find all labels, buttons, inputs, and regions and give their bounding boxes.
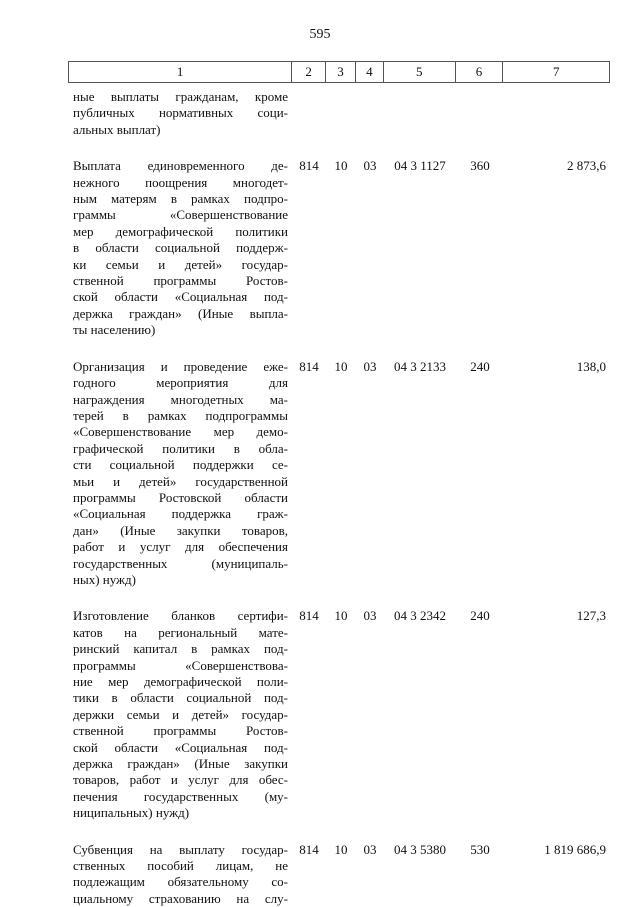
- section-code: [326, 89, 356, 138]
- expense-type-code: 240: [470, 608, 490, 624]
- column-header-1: 1: [69, 62, 292, 82]
- expense-type-code: 360: [470, 158, 490, 174]
- column-header-5: 5: [384, 62, 456, 82]
- description-line: графической политики в обла-: [73, 440, 288, 456]
- expense-type-code: 530: [470, 841, 490, 857]
- subsection-code: [356, 89, 384, 138]
- description-line: Организация и проведение еже-: [73, 358, 288, 374]
- description-line: ным матерям в рамках подпро-: [73, 191, 288, 207]
- description-line: работ и услуг для обеспечения: [73, 539, 288, 555]
- table-body: [68, 89, 610, 907]
- description-line: Субвенция на выплату государ-: [73, 841, 288, 857]
- description-line: мер демографической политики: [73, 223, 288, 239]
- description-line: программы «Совершенствова-: [73, 657, 288, 673]
- ministry-code: 814: [299, 841, 319, 857]
- description-line: печения государственных (му-: [73, 788, 288, 804]
- amount: [504, 89, 610, 138]
- description-line: циальному страхованию на слу-: [73, 890, 288, 906]
- row-description: [68, 608, 292, 821]
- description-line: ки семьи и детей» государ-: [73, 256, 288, 272]
- target-article-code: 04 3 2133: [394, 358, 446, 374]
- ministry-code: 814: [299, 358, 319, 374]
- description-line: государственных (муниципаль-: [73, 555, 288, 571]
- column-header-4: 4: [356, 62, 384, 82]
- row-description: [68, 842, 292, 907]
- section-code: 10: [334, 158, 348, 174]
- description-line: Выплата единовременного де-: [73, 158, 288, 174]
- description-line: катов на региональный мате-: [73, 624, 288, 640]
- column-header-6: 6: [456, 62, 504, 82]
- description-line: ственных пособий лицам, не: [73, 858, 288, 874]
- table-row: [68, 158, 610, 338]
- subsection-code: 03: [363, 608, 377, 624]
- amount: 138,0: [576, 358, 606, 374]
- subsection-code: 03: [363, 358, 377, 374]
- section-code: 10: [334, 608, 348, 624]
- description-line: ской области «Социальная под-: [73, 289, 288, 305]
- description-line: дан» (Иные закупки товаров,: [73, 522, 288, 538]
- description-line: ние мер демографической поли-: [73, 674, 288, 689]
- section-code: 10: [334, 841, 348, 857]
- column-header-3: 3: [326, 62, 356, 82]
- ministry-code: 814: [299, 608, 319, 624]
- description-line: сти социальной поддержки се-: [73, 457, 288, 473]
- subsection-code: 03: [363, 158, 377, 174]
- description-line: ской области «Социальная под-: [73, 739, 288, 755]
- description-line: товаров, работ и услуг для обес-: [73, 772, 288, 788]
- table-header: [68, 61, 610, 83]
- subsection-code: 03: [363, 841, 377, 857]
- expense-type-code: [456, 89, 504, 138]
- description-line: ственной программы Ростов-: [73, 723, 288, 739]
- page-number: 595: [309, 27, 331, 42]
- amount: 2 873,6: [567, 158, 606, 174]
- table-row: [68, 359, 610, 589]
- target-article-code: 04 3 5380: [394, 841, 446, 857]
- column-header-7: 7: [552, 64, 560, 79]
- description-line: публичных нормативных соци-: [73, 105, 288, 121]
- section-code: 10: [334, 358, 348, 374]
- description-line: Изготовление бланков сертифи-: [73, 608, 288, 624]
- table-row: [68, 608, 610, 821]
- row-description: [68, 158, 292, 338]
- description-line: держка граждан» (Иные выпла-: [73, 305, 288, 321]
- column-header-2: 2: [292, 62, 326, 82]
- ministry-code: 814: [299, 158, 319, 174]
- description-line: мьи и детей» государственной: [73, 473, 288, 489]
- description-line: «Совершенствование мер демо-: [73, 424, 288, 440]
- amount: 1 819 686,9: [544, 841, 606, 857]
- description-line: программы Ростовской области: [73, 489, 288, 505]
- description-line: граммы «Совершенствование: [73, 207, 288, 223]
- description-line: ринский капитал в рамках под-: [73, 641, 288, 657]
- table-row: [68, 89, 610, 138]
- description-line: подлежащим обязательному со-: [73, 874, 288, 890]
- description-line: ниципальных) нужд): [73, 805, 190, 821]
- row-description: [68, 89, 292, 138]
- description-line: ных) нужд): [73, 571, 136, 587]
- target-article-code: 04 3 2342: [394, 608, 446, 624]
- description-line: в области социальной поддерж-: [73, 240, 288, 256]
- description-line: ные выплаты гражданам, кроме: [73, 89, 288, 104]
- description-line: ты населению): [73, 322, 156, 338]
- expense-type-code: 240: [470, 358, 490, 374]
- description-line: «Социальная поддержка граж-: [73, 506, 288, 522]
- description-line: альных выплат): [73, 121, 161, 137]
- row-description: [68, 359, 292, 589]
- description-line: годного мероприятия для: [73, 375, 288, 391]
- description-line: ственной программы Ростов-: [73, 273, 288, 289]
- description-line: нежного поощрения многодет-: [73, 174, 288, 190]
- amount: 127,3: [576, 608, 606, 624]
- description-line: терей в рамках подпрограммы: [73, 407, 288, 423]
- description-line: держки семьи и детей» государ-: [73, 706, 288, 722]
- description-line: награждения многодетных ма-: [73, 391, 288, 407]
- description-line: держка граждан» (Иные закупки: [73, 756, 288, 772]
- ministry-code: [292, 89, 326, 138]
- target-article-code: [384, 89, 456, 138]
- table-row: [68, 842, 610, 907]
- description-line: тики в области социальной под-: [73, 690, 288, 706]
- target-article-code: 04 3 1127: [394, 158, 446, 174]
